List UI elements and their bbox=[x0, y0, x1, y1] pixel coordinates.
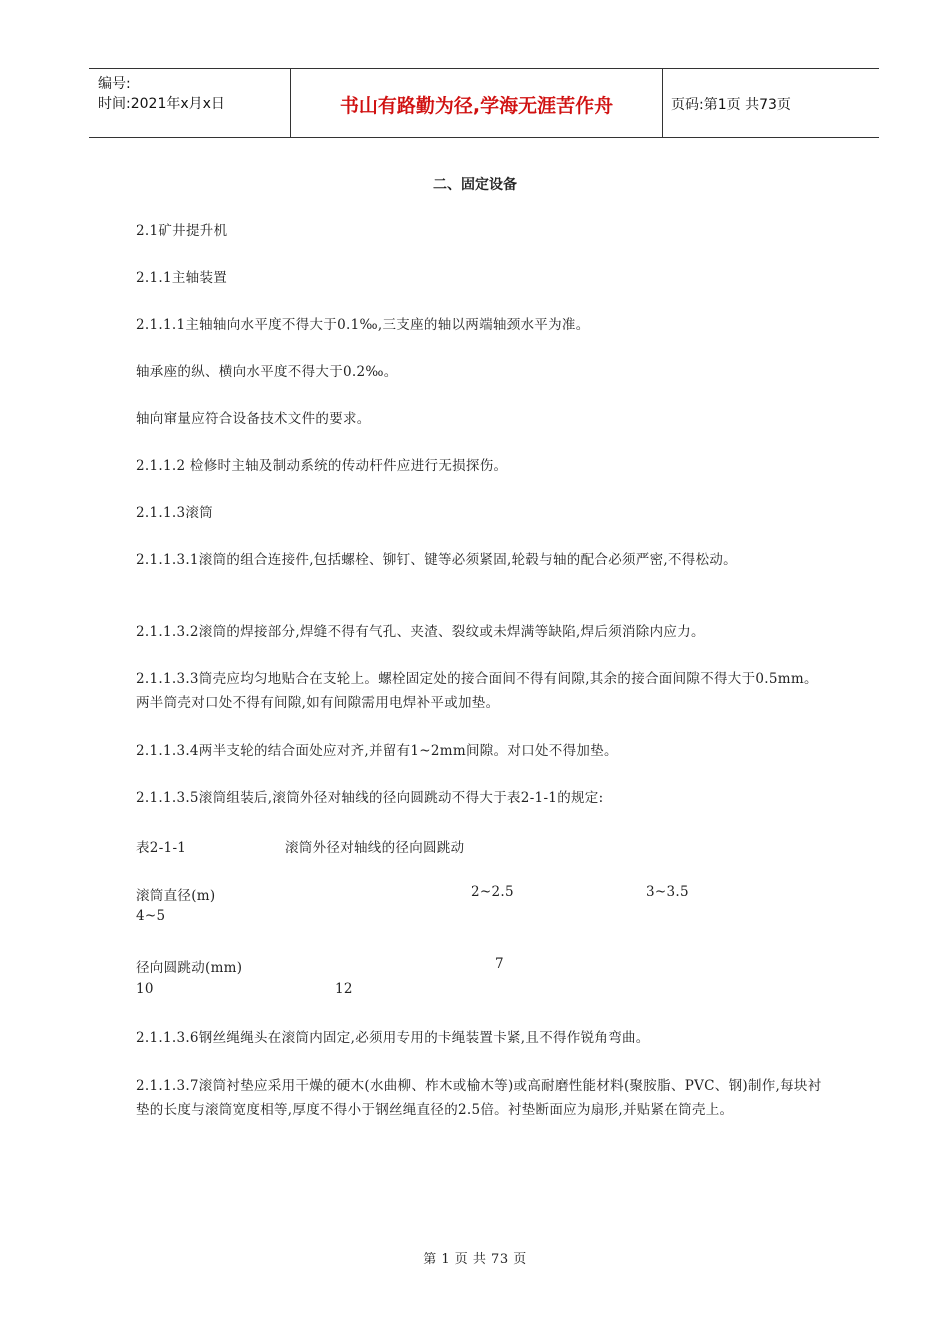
section-title: 二、固定设备 bbox=[433, 177, 517, 193]
paragraph: 轴向窜量应符合设备技术文件的要求。 bbox=[136, 411, 371, 427]
paragraph: 2.1.1.3滚筒 bbox=[136, 505, 213, 521]
table-row1-label: 滚筒直径(m) bbox=[136, 888, 216, 904]
table-row2-label: 径向圆跳动(mm) bbox=[136, 960, 243, 976]
table-row2-value: 7 bbox=[495, 956, 504, 972]
table-caption: 滚筒外径对轴线的径向圆跳动 bbox=[285, 840, 465, 856]
number-label: 编号: bbox=[98, 76, 131, 92]
paragraph: 2.1.1.1主轴轴向水平度不得大于0.1‰,三支座的轴以两端轴颈水平为准。 bbox=[136, 317, 590, 333]
paragraph: 2.1.1.3.7滚筒衬垫应采用干燥的硬木(水曲柳、柞木或榆木等)或高耐磨性能材料(聚胺脂、PVC、钢)制作,每块衬垫的长度与滚筒宽度相等,厚度不得小于钢丝绳直径的2.5倍。衬垫断面应为扇形,并贴紧在筒壳上。 bbox=[136, 1078, 822, 1118]
paragraph: 2.1.1.3.4两半支轮的结合面处应对齐,并留有1~2mm间隙。对口处不得加垫。 bbox=[136, 743, 618, 759]
header-motto-cell bbox=[291, 69, 663, 137]
table-row1-value: 2~2.5 bbox=[471, 884, 514, 900]
paragraph: 2.1.1主轴装置 bbox=[136, 270, 228, 286]
paragraph: 2.1.1.3.1滚筒的组合连接件,包括螺栓、铆钉、键等必须紧固,轮毂与轴的配合必须严密,不得松动。 bbox=[136, 552, 737, 568]
table-row2-value: 12 bbox=[335, 981, 353, 997]
table-row1-value: 3~3.5 bbox=[646, 884, 689, 900]
paragraph: 轴承座的纵、横向水平度不得大于0.2‰。 bbox=[136, 364, 398, 380]
paragraph: 2.1矿井提升机 bbox=[136, 223, 228, 239]
table-row1-value: 4~5 bbox=[136, 908, 166, 924]
document-header bbox=[89, 68, 879, 138]
motto: 书山有路勤为径,学海无涯苦作舟 bbox=[339, 95, 614, 117]
time-label: 时间:2021年x月x日 bbox=[98, 96, 225, 112]
page-footer: 第 1 页 共 73 页 bbox=[423, 1252, 527, 1267]
page-info: 页码:第1页 共73页 bbox=[671, 97, 791, 113]
table-id: 表2-1-1 bbox=[136, 840, 187, 856]
paragraph: 2.1.1.3.2滚筒的焊接部分,焊缝不得有气孔、夹渣、裂纹或未焊满等缺陷,焊后须消除内应力。 bbox=[136, 624, 705, 640]
table-row2-value: 10 bbox=[136, 981, 154, 997]
paragraph: 2.1.1.3.6钢丝绳绳头在滚筒内固定,必须用专用的卡绳装置卡紧,且不得作锐角弯曲。 bbox=[136, 1030, 650, 1046]
paragraph: 2.1.1.2 检修时主轴及制动系统的传动杆件应进行无损探伤。 bbox=[136, 458, 508, 474]
header-meta-cell bbox=[89, 69, 291, 137]
paragraph: 2.1.1.3.3筒壳应均匀地贴合在支轮上。螺栓固定处的接合面间不得有间隙,其余的接合面间隙不得大于0.5mm。两半筒壳对口处不得有间隙,如有间隙需用电焊补平或加垫。 bbox=[136, 671, 818, 711]
paragraph: 2.1.1.3.5滚筒组装后,滚筒外径对轴线的径向圆跳动不得大于表2-1-1的规定: bbox=[136, 790, 604, 806]
header-page-cell bbox=[663, 69, 879, 137]
